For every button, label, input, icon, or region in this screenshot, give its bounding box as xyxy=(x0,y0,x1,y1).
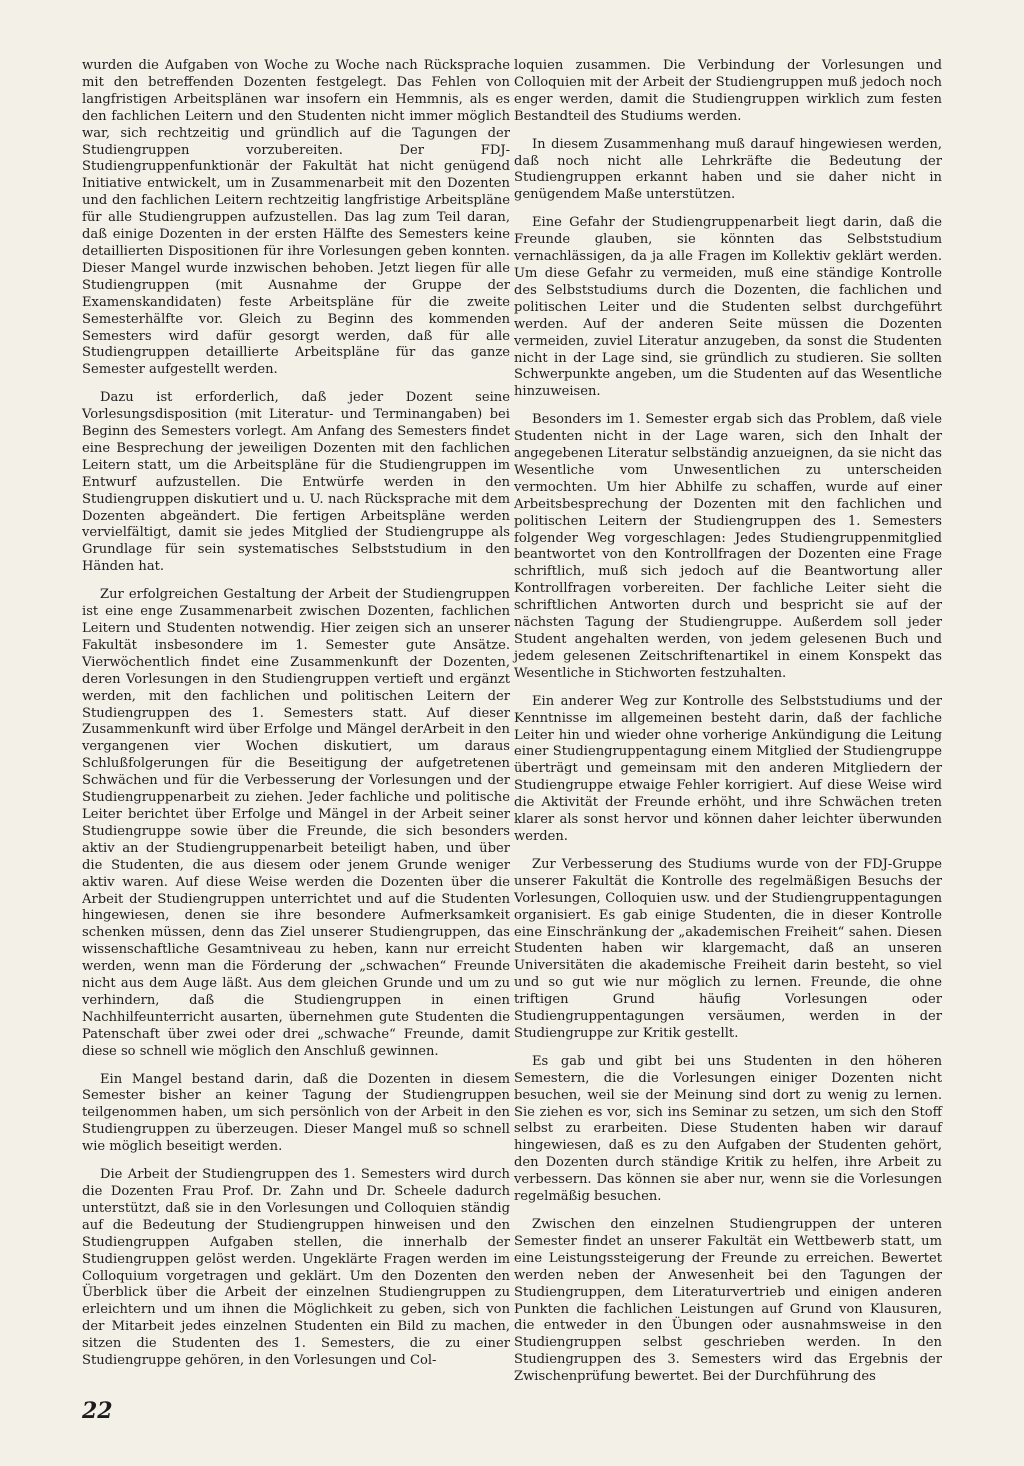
paragraph: In diesem Zusammenhang muß darauf hingewiesen werden, daß noch nicht alle Lehrkräfte die Bedeutung der Studiengruppen erkannt haben und sie daher nicht in genügendem Maße unterstützen. xyxy=(514,136,942,203)
paragraph: Zur Verbesserung des Studiums wurde von der FDJ-Gruppe unserer Fakultät die Kontrolle des regelmäßigen Besuchs der Vorlesungen, Colloquien usw. und der Studiengruppentagungen organisiert. Es gab einige Studenten, die in dieser Kontrolle eine Einschränkung der „akademischen Freiheit“ sahen. Diesen Studenten haben wir klargemacht, daß an unseren Universitäten die akademische Freiheit darin besteht, so viel und so gut wie nur möglich zu lernen. Freunde, die ohne triftigen Grund häufig Vorlesungen oder Studiengruppentagungen versäumen, werden in der Studiengruppe zur Kritik gestellt. xyxy=(514,856,942,1041)
paragraph: Dazu ist erforderlich, daß jeder Dozent seine Vorlesungsdisposition (mit Literatur- und Terminangaben) bei Beginn des Semesters vorlegt. Am Anfang des Semesters findet eine Besprechung der jeweiligen Dozenten mit den fachlichen Leitern statt, um die Arbeitspläne für die Studiengruppen im Entwurf aufzustellen. Die Entwürfe werden in den Studiengruppen diskutiert und u. U. nach Rücksprache mit dem Dozenten abgeändert. Die fertigen Arbeitspläne werden vervielfältigt, damit sie jedes Mitglied der Studiengruppe als Grundlage für sein systematisches Selbststudium in den Händen hat. xyxy=(82,390,510,575)
paragraph: Es gab und gibt bei uns Studenten in den höheren Semestern, die die Vorlesungen einiger Dozenten nicht besuchen, weil sie der Meinung sind dort zu wenig zu lernen. Sie ziehen es vor, sich ins Seminar zu setzen, um sich den Stoff selbst zu erarbeiten. Diese Studenten haben wir darauf hingewiesen, daß es zu den Aufgaben der Studenten gehört, den Dozenten durch ständige Kritik zu helfen, ihre Arbeit zu verbessern. Das können sie aber nur, wenn sie die Vorlesungen regelmäßig besuchen. xyxy=(514,1053,942,1205)
text-columns xyxy=(82,58,942,1397)
paragraph: Zur erfolgreichen Gestaltung der Arbeit der Studiengruppen ist eine enge Zusammenarbeit zwischen Dozenten, fachlichen Leitern und Studenten notwendig. Hier zeigen sich an unserer Fakultät insbesondere im 1. Semester gute Ansätze. Vierwöchentlich findet eine Zusammenkunft der Dozenten, deren Vorlesungen in den Studiengruppen vertieft und ergänzt werden, mit den fachlichen und politischen Leitern der Studiengruppen des 1. Semesters statt. Auf dieser Zusammenkunft wird über Erfolge und Mängel derArbeit in den vergangenen vier Wochen diskutiert, um daraus Schlußfolgerungen für die Beseitigung der aufgetretenen Schwächen und für die Verbesserung der Vorlesungen und der Studiengruppenarbeit zu ziehen. Jeder fachliche und politische Leiter berichtet über Erfolge und Mängel in der Arbeit seiner Studiengruppe sowie über die Freunde, die sich besonders aktiv an der Studiengruppenarbeit beteiligt haben, und über die Studenten, die aus diesem oder jenem Grunde weniger aktiv waren. Auf diese Weise werden die Dozenten über die Arbeit der Studiengruppen unterrichtet und auf die Studenten hingewiesen, denen sie ihre besondere Aufmerksamkeit schenken müssen, denn das Ziel unserer Studiengruppen, das wissenschaftliche Gesamtniveau zu heben, kann nur erreicht werden, wenn man die Förderung der „schwachen“ Freunde nicht aus dem Auge läßt. Aus dem gleichen Grunde und um zu verhindern, daß die Studiengruppen in einen Nachhilfeunterricht ausarten, übernehmen gute Studenten die Patenschaft über zwei oder drei „schwache“ Freunde, damit diese so schnell wie möglich den Anschluß gewinnen. xyxy=(82,587,510,1059)
paragraph: loquien zusammen. Die Verbindung der Vorlesungen und Colloquien mit der Arbeit der Studiengruppen muß jedoch noch enger werden, damit die Studiengruppen wirklich zum festen Bestandteil des Studiums werden. xyxy=(514,58,942,124)
paragraph: Besonders im 1. Semester ergab sich das Problem, daß viele Studenten nicht in der Lage waren, sich den Inhalt der angegebenen Literatur selbständig anzueignen, da sie nicht das Wesentliche vom Unwesentlichen zu unterscheiden vermochten. Um hier Abhilfe zu schaffen, wurde auf einer Arbeitsbesprechung der Dozenten mit den fachlichen und politischen Leitern der Studiengruppen des 1. Semesters folgender Weg vorgeschlagen: Jedes Studiengruppenmitglied beantwortet von den Kontrollfragen der Dozenten eine Frage schriftlich, muß sich jedoch auf die Beantwortung aller Kontrollfragen vorbereiten. Der fachliche Leiter sieht die schriftlichen Antworten durch und bespricht sie auf der nächsten Tagung der Studiengruppe. Außerdem soll jeder Student angehalten werden, von jedem gelesenen Buch und jedem gelesenen Zeitschriftenartikel in einem Konspekt das Wesentliche in Stichworten festzuhalten. xyxy=(514,412,942,681)
paragraph: Ein anderer Weg zur Kontrolle des Selbststudiums und der Kenntnisse im allgemeinen besteht darin, daß der fachliche Leiter hin und wieder ohne vorherige Ankündigung die Leitung einer Studiengruppentagung einem Mitglied der Studiengruppe überträgt und gemeinsam mit den anderen Mitgliedern der Studiengruppe etwaige Fehler korrigiert. Auf diese Weise wird die Aktivität der Freunde erhöht, und ihre Schwächen treten klarer als sonst hervor und können daher leichter überwunden werden. xyxy=(514,693,942,844)
paragraph: Die Arbeit der Studiengruppen des 1. Semesters wird durch die Dozenten Frau Prof. Dr. Zahn und Dr. Scheele dadurch unterstützt, daß sie in den Vorlesungen und Colloquien ständig auf die Bedeutung der Studiengruppen hinweisen und den Studiengruppen Aufgaben stellen, die innerhalb der Studiengruppen gelöst werden. Ungeklärte Fragen werden im Colloquium vorgetragen und geklärt. Um den Dozenten den Überblick über die Arbeit der einzelnen Studiengruppen zu erleichtern und um ihnen die Möglichkeit zu geben, sich von der Mitarbeit jedes einzelnen Studenten ein Bild zu machen, sitzen die Studenten des 1. Semesters, die zu einer Studiengruppe gehören, in den Vorlesungen und Col- xyxy=(82,1167,510,1369)
paragraph: wurden die Aufgaben von Woche zu Woche nach Rücksprache mit den betreffenden Dozenten festgelegt. Das Fehlen von langfristigen Arbeitsplänen war insofern ein Hemmnis, als es den fachlichen Leitern und den Studenten nicht immer möglich war, sich rechtzeitig und gründlich auf die Tagungen der Studiengruppen vorzubereiten. Der FDJ-Studiengruppenfunktionär der Fakultät hat nicht genügend Initiative entwickelt, um in Zusammenarbeit mit den Dozenten und den fachlichen Leitern rechtzeitig langfristige Arbeitspläne für alle Studiengruppen aufzustellen. Das lag zum Teil daran, daß einige Dozenten in der ersten Hälfte des Semesters keine detaillierten Dispositionen für ihre Vorlesungen geben konnten. Dieser Mangel wurde inzwischen behoben. Jetzt liegen für alle Studiengruppen (mit Ausnahme der Gruppe der Examenskandidaten) feste Arbeitspläne für die zweite Semesterhälfte vor. Gleich zu Beginn des kommenden Semesters wird dafür gesorgt werden, daß für alle Studiengruppen detaillierte Arbeitspläne für das ganze Semester aufgestellt werden. xyxy=(82,58,510,378)
paragraph: Zwischen den einzelnen Studiengruppen der unteren Semester findet an unserer Fakultät ein Wettbewerb statt, um eine Leistungssteigerung der Freunde zu erreichen. Bewertet werden neben der Anwesenheit bei den Tagungen der Studiengruppen, dem Literaturvertrieb und einigen anderen Punkten die fachlichen Leistungen auf Grund von Klausuren, die entweder in den Übungen oder ausnahmsweise in den Studiengruppen selbst geschrieben werden. In den Studiengruppen des 3. Semesters wird das Ergebnis der Zwischenprüfung bewertet. Bei der Durchführung des xyxy=(514,1217,942,1385)
page-number: 22 xyxy=(82,1398,113,1424)
paragraph: Eine Gefahr der Studiengruppenarbeit liegt darin, daß die Freunde glauben, sie könnten das Selbststudium vernachlässigen, da ja alle Fragen im Kollektiv geklärt werden. Um diese Gefahr zu vermeiden, muß eine ständige Kontrolle des Selbststudiums durch die Dozenten, die fachlichen und politischen Leiter und die Studenten selbst durchgeführt werden. Auf der anderen Seite müssen die Dozenten vermeiden, zuviel Literatur anzugeben, da sonst die Studenten nicht in der Lage sind, sie gründlich zu studieren. Sie sollten Schwerpunkte angeben, um die Studenten auf das Wesentliche hinzuweisen. xyxy=(514,215,942,400)
right-column xyxy=(514,58,942,1397)
left-column xyxy=(82,58,510,1381)
paragraph: Ein Mangel bestand darin, daß die Dozenten in diesem Semester bisher an keiner Tagung der Studiengruppen teilgenommen haben, um sich persönlich von der Arbeit in den Studiengruppen zu überzeugen. Dieser Mangel muß so schnell wie möglich beseitigt werden. xyxy=(82,1071,510,1155)
